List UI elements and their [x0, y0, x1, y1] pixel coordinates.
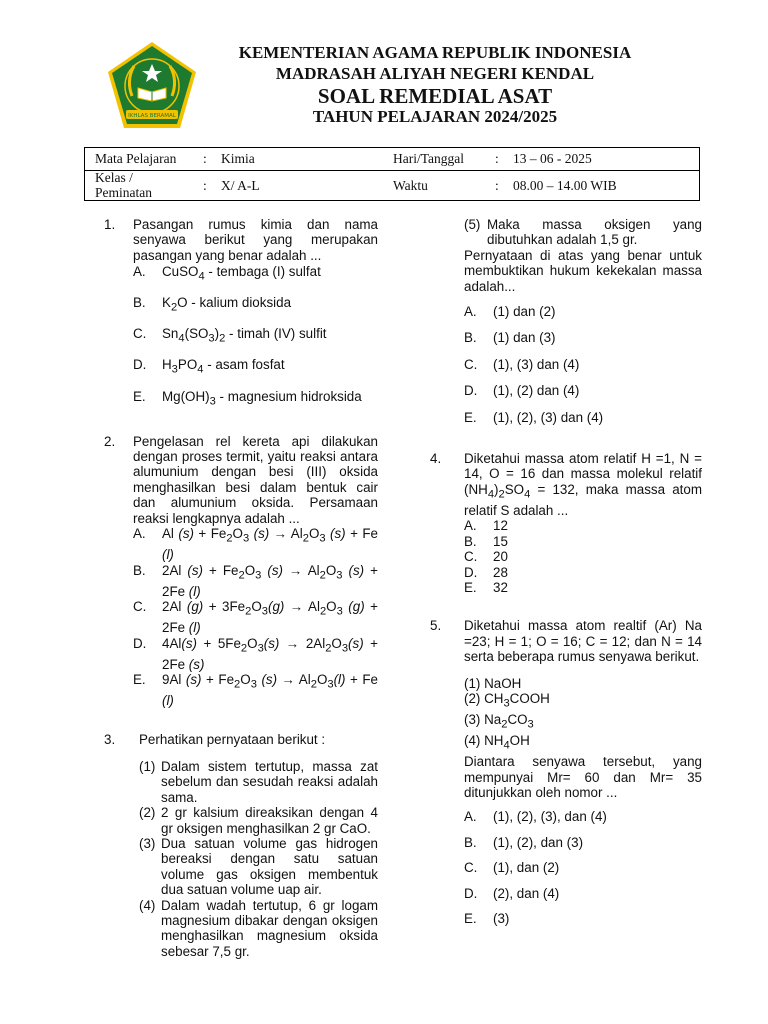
- option-b: B. $K_2O$ - kalium dioksida: [133, 295, 292, 314]
- time-label: Waktu: [393, 178, 428, 193]
- question-3-continued: [430, 217, 702, 425]
- question-5-prompt: Diantara senyawa tersebut, yang mempunyai Mr= 60 dan Mr= 35 ditunjukkan oleh nomor ...: [464, 754, 702, 801]
- option-d: D. $4Al(s) + 5Fe_2O_3(s) \to 2Al_2O_3(s) + 2Fe$ (s): [133, 635, 379, 672]
- subject-value: Kimia: [221, 151, 255, 166]
- question-3: [104, 732, 378, 959]
- class-label: Kelas /: [95, 170, 133, 185]
- question-number: 3.: [104, 732, 116, 748]
- school-name: MADRASAH ALIYAH NEGERI KENDAL: [275, 64, 595, 83]
- option-d: D. 28: [464, 564, 508, 580]
- right-column: [430, 217, 702, 927]
- question-stem: Perhatikan pernyataan berikut :: [139, 732, 326, 748]
- day-value: 13 – 06 - 2025: [513, 151, 592, 166]
- question-number: 5.: [430, 618, 442, 634]
- compound-2: (2) $CH_3COOH$: [464, 691, 550, 710]
- question-stem: Pasangan rumus kimia dan nama senyawa berikut yang merupakan pasangan yang benar adalah ...: [133, 217, 378, 263]
- statement-3: (3) Dua satuan volume gas hidrogen bereaksi dengan satu satuan volume gas oksigen membentuk dua satuan volume uap air.: [139, 835, 378, 898]
- question-2: [104, 434, 378, 709]
- class-sep: :: [203, 178, 207, 193]
- question-stem: Diketahui massa atom realtif (Ar) Na =23; H = 1; O = 16; C = 12; dan N = 14 serta beberapa rumus senyawa berikut.: [464, 618, 702, 665]
- day-sep: :: [495, 151, 499, 166]
- option-c: C. 2Al $(g) + 3Fe_2O_3(g) \to Al_2O_3$ (g) + 2Fe (l): [133, 599, 378, 636]
- question-stem: Diketahui massa atom relatif H =1, N = 14, O = 16 dan massa molekul relatif $(NH_4)_2SO_4 = 132$, maka massa atom relatif S adalah ...: [464, 451, 702, 518]
- question-3-prompt: Pernyataan di atas yang benar untuk membuktikan hukum kekekalan massa adalah...: [464, 247, 702, 294]
- option-a: A. Al $(s) + Fe_2O_3$ $(s) \to Al_2O_3$ (s) + Fe (l): [133, 526, 378, 563]
- statement-5: (5) Maka massa oksigen yang dibutuhkan adalah 1,5 gr.: [464, 217, 702, 248]
- option-c: C. (1), (3) dan (4): [464, 356, 580, 372]
- question-1: [104, 217, 378, 410]
- option-a: A. CuSO$_4$ - tembaga (I) sulfat: [133, 264, 321, 283]
- question-4: [430, 451, 702, 595]
- option-e: E. (3): [464, 911, 510, 927]
- question-5: [430, 618, 702, 926]
- subject-sep: :: [203, 151, 207, 166]
- exam-info-table: [84, 147, 700, 201]
- option-d: D. (1), (2) dan (4): [464, 383, 580, 399]
- statement-2: (2) 2 gr kalsium direaksikan dengan 4 gr oksigen menghasilkan 2 gr CaO.: [139, 805, 378, 836]
- time-sep: :: [495, 178, 499, 193]
- option-a: A. 12: [464, 518, 508, 534]
- day-label: Hari/Tanggal: [393, 151, 465, 166]
- academic-year: TAHUN PELAJARAN 2024/2025: [312, 107, 558, 126]
- option-d: D. (2), dan (4): [464, 885, 560, 901]
- option-a: A. (1), (2), (3), dan (4): [464, 809, 607, 825]
- option-b: B. 2Al $(s) + Fe_2O_3$ $(s) \to Al_2O_3$ (s) + 2Fe (l): [133, 562, 378, 599]
- logo-ribbon-text: IKHLAS BERAMAL: [128, 113, 176, 119]
- option-c: C. (1), dan (2): [464, 860, 560, 876]
- left-column: [104, 217, 378, 959]
- question-number: 2.: [104, 433, 116, 449]
- subject-label: Mata Pelajaran: [95, 151, 177, 166]
- option-d: D. $H_3PO_4$ - asam fosfat: [133, 357, 285, 377]
- option-b: B. 15: [464, 533, 508, 549]
- option-b: B. (1), (2), dan (3): [464, 834, 584, 850]
- option-e: E. 32: [464, 579, 508, 595]
- compound-4: (4) $NH_4OH$: [464, 733, 530, 752]
- statement-4: (4) Dalam wadah tertutup, 6 gr logam magnesium dibakar dengan oksigen menghasilkan magnesium oksida sebesar 7,5 gr.: [139, 897, 378, 959]
- question-stem: Pengelasan rel kereta api dilakukan dengan proses termit, yaitu reaksi antara alumunium dengan besi (III) oksida menghasilkan besi dalam bentuk cair dan alumunium oksida. Persamaan reaksi lengkapnya adalah ...: [133, 433, 378, 526]
- exam-title: SOAL REMEDIAL ASAT: [317, 84, 553, 108]
- ministry-title: KEMENTERIAN AGAMA REPUBLIK INDONESIA: [238, 43, 632, 62]
- question-number: 1.: [104, 217, 116, 232]
- question-number: 4.: [430, 451, 442, 467]
- compound-1: (1) NaOH: [464, 675, 522, 691]
- class-value: X/ A-L: [221, 178, 260, 193]
- option-a: A. (1) dan (2): [464, 304, 556, 320]
- option-b: B. (1) dan (3): [464, 330, 556, 346]
- class-label-2: Peminatan: [95, 185, 152, 200]
- option-c: C. 20: [464, 549, 508, 565]
- compound-3: (3) $Na_2CO_3$: [464, 712, 534, 731]
- option-e: E. 9Al $(s) + Fe_2O_3$ $(s) \to Al_2O_3(l) + Fe$ (l): [133, 671, 379, 709]
- statement-1: (1) Dalam sistem tertutup, massa zat sebelum dan sesudah reaksi adalah sama.: [139, 758, 378, 805]
- option-c: C. $Sn_4(SO_3)_2$ - timah (IV) sulfit: [133, 326, 327, 346]
- option-e: E. (1), (2), (3) dan (4): [464, 409, 604, 425]
- time-value: 08.00 – 14.00 WIB: [513, 178, 617, 193]
- option-e: E. $Mg(OH)_3$ - magnesium hidroksida: [133, 388, 362, 408]
